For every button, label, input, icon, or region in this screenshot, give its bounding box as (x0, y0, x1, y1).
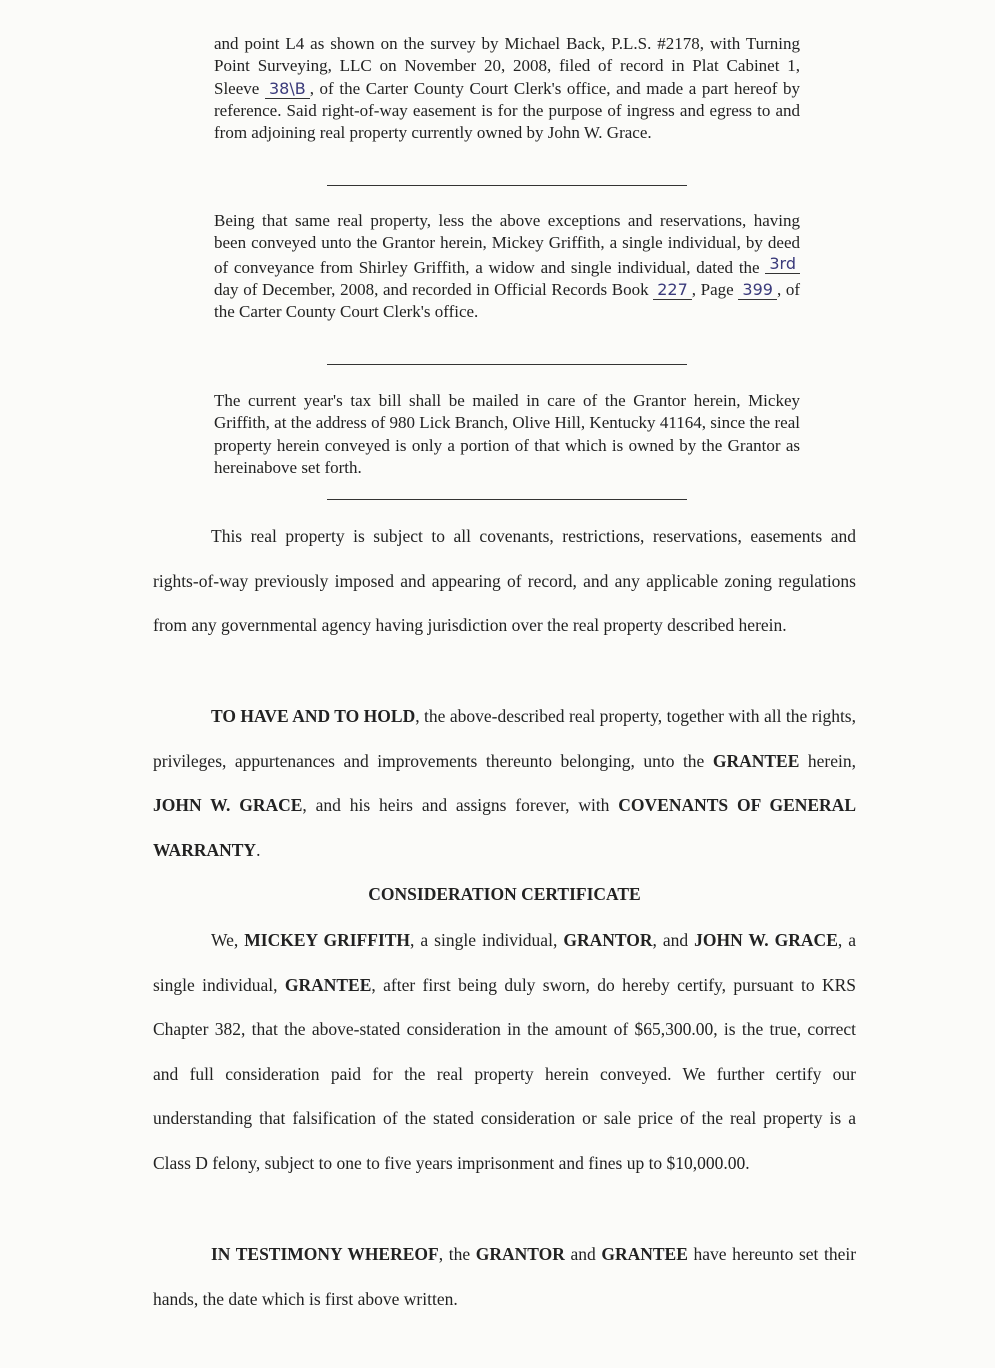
handwritten-page-number: 399 (738, 281, 777, 300)
habendum-text-1: , the above-described real property, together with all the rights, privileges, appurtenances and improvements thereunto belonging, unto the (153, 706, 856, 771)
source-deed-text-4: , of the Carter County Court Clerk's office. (214, 279, 801, 322)
in-testimony-whereof: IN TESTIMONY WHEREOF (211, 1244, 439, 1264)
tax-bill-paragraph (214, 390, 800, 479)
source-deed-text-3: , Page (691, 279, 734, 299)
cert-text-4: , a single individual, (153, 930, 857, 995)
grantee-label: GRANTEE (712, 750, 800, 771)
habendum-text-2: herein, (807, 750, 857, 771)
habendum-paragraph (153, 694, 856, 872)
testimony-grantor-label: GRANTOR (475, 1244, 565, 1264)
testimony-text-3: have hereunto set their hands, the date which is first above written. (153, 1244, 857, 1309)
habendum-text-4: . (256, 839, 261, 860)
grantor-label: GRANTOR (563, 930, 653, 950)
testimony-paragraph (153, 1232, 856, 1321)
source-deed-text-2: day of December, 2008, and recorded in Official Records Book (214, 279, 649, 299)
subject-to-paragraph (153, 514, 856, 648)
testimony-text-2: and (570, 1244, 596, 1264)
cert-text-1: We, (211, 930, 239, 950)
grantor-name: MICKEY GRIFFITH (244, 930, 411, 950)
certificate-paragraph (153, 918, 856, 1185)
easement-text-1: and point L4 as shown on the survey by Michael Back, P.L.S. #2178, with Turning Point Surveying, LLC on November 20, 2008, filed of record in Plat Cabinet 1, Sleeve (214, 34, 800, 98)
covenants-of-warranty: COVENANTS OF GENERAL WARRANTY (153, 795, 856, 860)
grantee-name: JOHN W. GRACE (153, 795, 303, 815)
easement-paragraph (214, 33, 800, 144)
cert-text-2: , a single individual, (410, 930, 558, 950)
cert-grantee-label: GRANTEE (284, 974, 372, 995)
consideration-certificate-heading: CONSIDERATION CERTIFICATE (368, 884, 641, 904)
testimony-text-1: , the (438, 1244, 471, 1264)
handwritten-day: 3rd (765, 255, 800, 274)
handwritten-sleeve-number: 38\B (265, 80, 310, 99)
divider-line-3 (327, 499, 687, 500)
cert-text-5: , after first being duly sworn, do hereby certify, pursuant to KRS Chapter 382, that the above-stated consideration in the amount of $65,300.00, is the true, correct and full consideration paid for the real property herein conveyed. We further certify our understanding that falsification of the stated consideration or sale price of the real property is a Class D felony, subject to one to five years imprisonment and fines up to $10,000.00. (153, 974, 856, 1173)
cert-grantee-name: JOHN W. GRACE (694, 930, 838, 950)
cert-text-3: , and (652, 930, 689, 950)
divider-line-2 (327, 364, 687, 365)
easement-text-2: , of the Carter County Court Clerk's office, and made a part hereof by reference. Said right-of-way easement is for the purpose of ingress and egress to and from adjoining real property currently owned by John W. Grace. (214, 78, 800, 143)
source-deed-text-1: Being that same real property, less the above exceptions and reservations, having been conveyed unto the Grantor herein, Mickey Griffith, a single individual, by deed of conveyance from Shirley Griffith, a widow and single individual, dated the (214, 211, 800, 277)
habendum-text-3: , and his heirs and assigns forever, with (302, 795, 610, 815)
source-deed-paragraph (214, 210, 800, 323)
divider-line-1 (327, 185, 687, 186)
testimony-grantee-label: GRANTEE (601, 1244, 688, 1264)
to-have-and-to-hold: TO HAVE AND TO HOLD (211, 706, 416, 726)
subject-to-text: This real property is subject to all covenants, restrictions, reservations, easements and rights-of-way previously imposed and appearing of record, and any applicable zoning regulations from any governmental agency having jurisdiction over the real property described herein. (153, 526, 856, 635)
handwritten-book-number: 227 (653, 281, 692, 300)
tax-bill-text: The current year's tax bill shall be mailed in care of the Grantor herein, Mickey Griffith, at the address of 980 Lick Branch, Olive Hill, Kentucky 41164, since the real property herein conveyed is only a portion of that which is owned by the Grantor as hereinabove set forth. (214, 391, 800, 477)
